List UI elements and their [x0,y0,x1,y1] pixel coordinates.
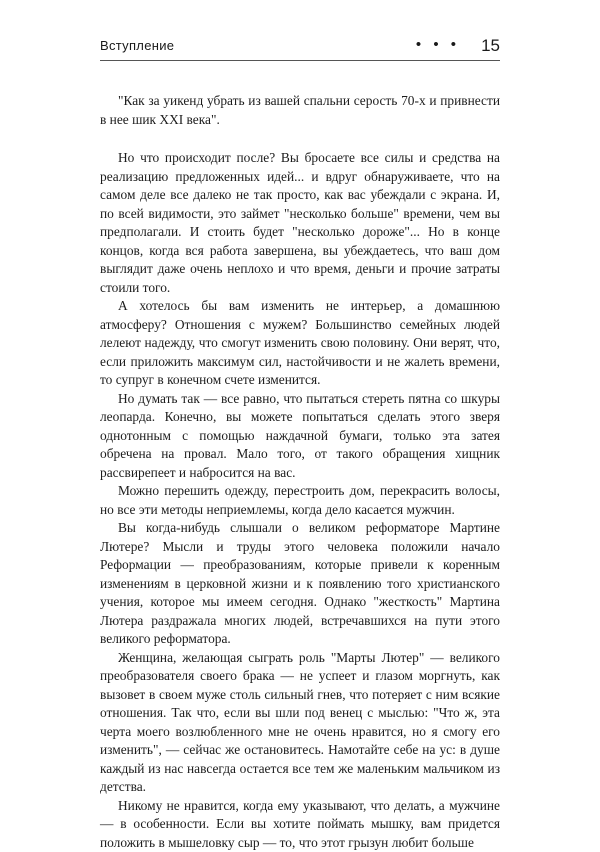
paragraph: Вы когда-нибудь слышали о великом реформаторе Мартине Лютере? Мысли и труды этого человека положили начало Реформации — преобразованиям, которые привели к коренным изменениям в церковной жизни и к появлению того христианского учения, которое мы имеем сегодня. Однако "жесткость" Мартина Лютера раздражала многих людей, встречавшихся на пути этого великого реформатора. [100,519,500,649]
paragraph: Никому не нравится, когда ему указывают, что делать, а мужчине — в особенности. Если вы хотите поймать мышку, вам придется положить в мышеловку сыр — то, что этот грызун любит больше [100,797,500,852]
section-title: Вступление [100,38,174,53]
paragraph: Женщина, желающая сыграть роль "Марты Лютер" — великого преобразователя своего брака — не успеет и глазом моргнуть, как вызовет в своем муже столь сильный гнев, что потеряет с ним всякие отношения. Так что, если вы шли под венец с мыслью: "Что ж, эта черта моего возлюбленного мне не очень нравится, но я смогу его изменить", — сейчас же остановитесь. Намотайте себе на ус: в душе каждый из нас навсегда остается все тем же маленьким мальчиком из детства. [100,649,500,797]
body-text [100,92,500,852]
paragraph: Но думать так — все равно, что пытаться стереть пятна со шкуры леопарда. Конечно, вы можете попытаться сделать этого зверя однотонным с помощью наждачной бумаги, только эта затея обречена на провал. Мало того, от такого обращения хищник рассвирепеет и набросится на вас. [100,390,500,483]
paragraph: Можно перешить одежду, перестроить дом, перекрасить волосы, но все эти методы неприемлемы, когда дело касается мужчин. [100,482,500,519]
running-head [100,36,500,58]
paragraph: Но что происходит после? Вы бросаете все силы и средства на реализацию предложенных идей... и вдруг обнаруживаете, что на самом деле все далеко не так просто, как вас убеждали с экрана. И, по всей видимости, это займет "несколько больше" времени, чем вы предполагали. И стоить будет "несколько дороже"... Но в конце концов, когда вся работа завершена, вы убеждаетесь, что ваш дом выглядит даже очень неплохо и что время, деньги и прочие затраты стоили того. [100,149,500,297]
page-number: 15 [481,36,500,56]
paragraph: А хотелось бы вам изменить не интерьер, а домашнюю атмосферу? Отношения с мужем? Большинство семейных людей лелеют надежду, что смогут изменить свою половину. Они верят, что, если приложить максимум сил, настойчивости и не жалеть времени, то супруг в конечном счете изменится. [100,297,500,390]
ornament-dots: • • • [416,36,460,53]
paragraph: "Как за уикенд убрать из вашей спальни серость 70-х и привнести в нее шик XXI века". [100,92,500,129]
header-rule [100,60,500,61]
